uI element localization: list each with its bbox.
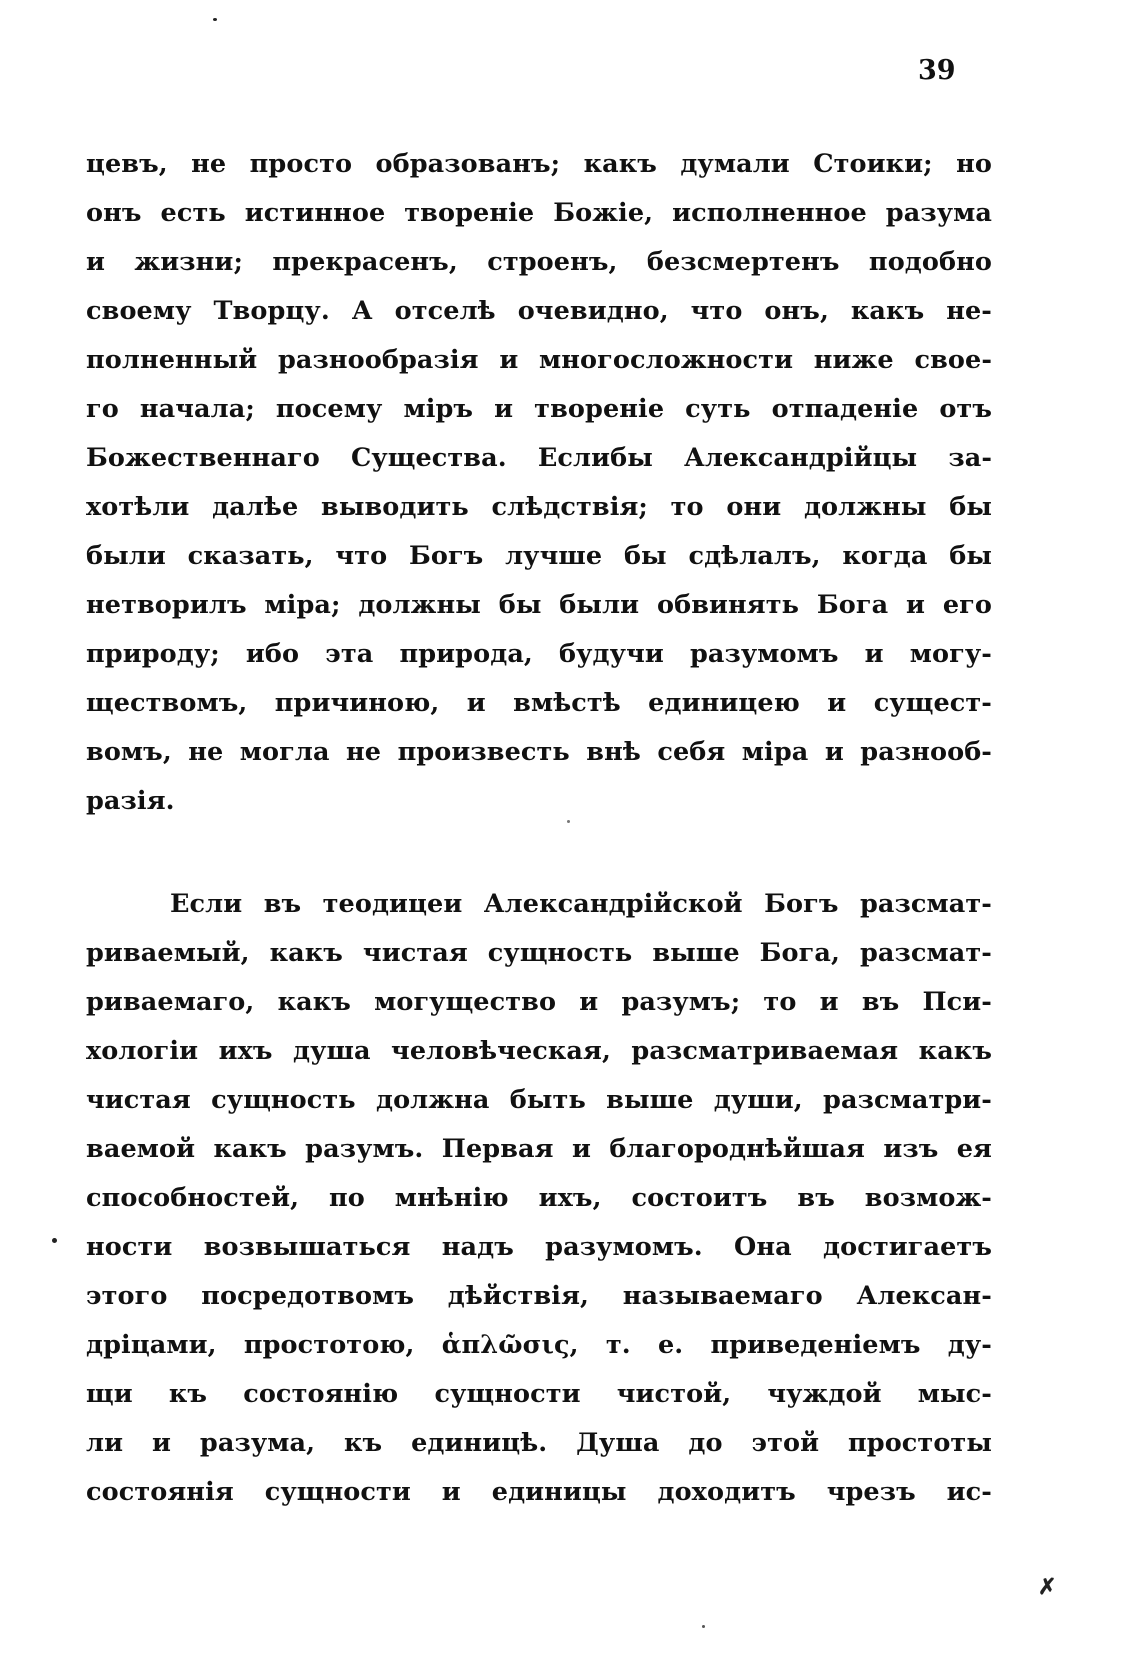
text-line: Божественнаго Существа. Еслибы Александрійцы за- xyxy=(86,443,992,473)
scan-mark-icon: ✗ xyxy=(1038,1574,1057,1600)
text-line: онъ есть истинное твореніе Божіе, исполненное разума xyxy=(86,198,992,228)
text-line: хологіи ихъ душа человѣческая, разсматриваемая какъ xyxy=(86,1036,992,1066)
text-line: дріцами, простотою, ἁπλῶσις, т. е. приведеніемъ ду- xyxy=(86,1330,992,1360)
scan-speck xyxy=(52,1238,57,1243)
text-line: были сказать, что Богъ лучше бы сдѣлалъ, когда бы xyxy=(86,541,992,571)
page-number: 39 xyxy=(918,55,956,86)
text-line: Если въ теодицеи Александрійской Богъ разсмат- xyxy=(170,889,992,919)
text-line: и жизни; прекрасенъ, строенъ, безсмертенъ подобно xyxy=(86,247,992,277)
text-line: нетворилъ міра; должны бы были обвинять Бога и его xyxy=(86,590,992,620)
scan-speck xyxy=(702,1625,705,1628)
text-line: природу; ибо эта природа, будучи разумомъ и могу- xyxy=(86,639,992,669)
text-line: чистая сущность должна быть выше души, разсматри- xyxy=(86,1085,992,1115)
text-line: разія. xyxy=(86,786,175,816)
scan-speck xyxy=(567,820,570,823)
text-line: полненный разнообразія и многосложности ниже свое- xyxy=(86,345,992,375)
text-line: цевъ, не просто образованъ; какъ думали Стоики; но xyxy=(86,149,992,179)
text-line: вомъ, не могла не произвесть внѣ себя міра и разнооб- xyxy=(86,737,992,767)
scan-speck xyxy=(213,18,217,21)
text-line: хотѣли далѣе выводить слѣдствія; то они должны бы xyxy=(86,492,992,522)
text-line: ности возвышаться надъ разумомъ. Она достигаетъ xyxy=(86,1232,992,1262)
paragraph-2 xyxy=(86,880,992,1517)
text-line: этого посредотвомъ дѣйствія, называемаго Алексан- xyxy=(86,1281,992,1311)
text-line: ществомъ, причиною, и вмѣстѣ единицею и сущест- xyxy=(86,688,992,718)
text-line: способностей, по мнѣнію ихъ, состоитъ въ возмож- xyxy=(86,1183,992,1213)
text-line: состоянія сущности и единицы доходитъ чрезъ ис- xyxy=(86,1477,992,1507)
text-line: риваемаго, какъ могущество и разумъ; то и въ Пси- xyxy=(86,987,992,1017)
text-line: своему Творцу. А отселѣ очевидно, что онъ, какъ не- xyxy=(86,296,992,326)
text-line: ваемой какъ разумъ. Первая и благороднѣйшая изъ ея xyxy=(86,1134,992,1164)
text-line: ли и разума, къ единицѣ. Душа до этой простоты xyxy=(86,1428,992,1458)
paragraph-1 xyxy=(86,140,992,826)
text-line: риваемый, какъ чистая сущность выше Бога, разсмат- xyxy=(86,938,992,968)
text-line: го начала; посему міръ и твореніе суть отпаденіе отъ xyxy=(86,394,992,424)
text-line: щи къ состоянію сущности чистой, чуждой мыс- xyxy=(86,1379,992,1409)
